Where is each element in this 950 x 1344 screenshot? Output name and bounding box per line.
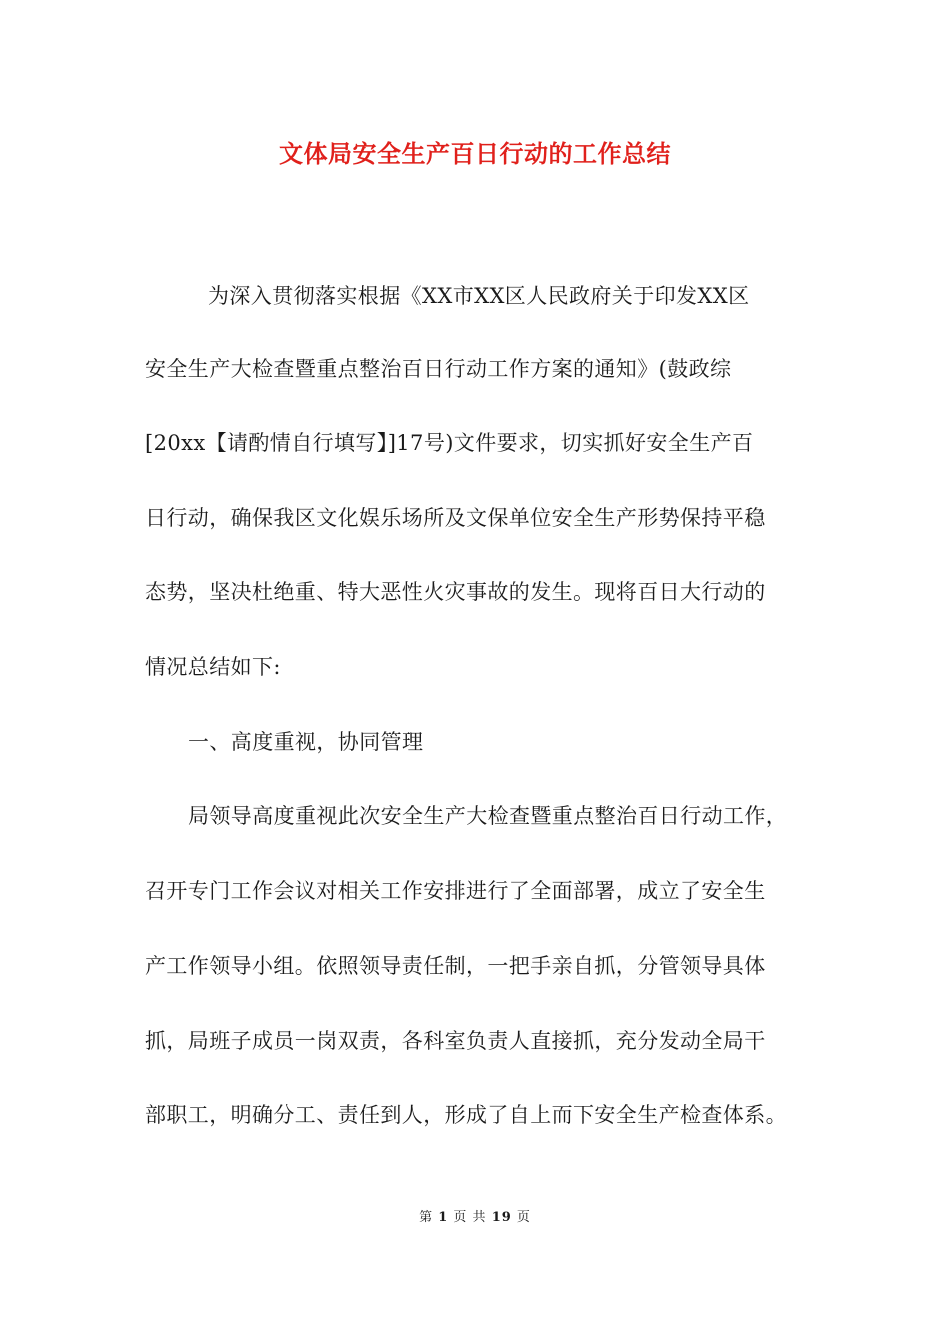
footer-suffix: 页 [516, 1210, 531, 1225]
paragraph-2-line-2: 召开专门工作会议对相关工作安排进行了全面部署，成立了安全生 [145, 879, 766, 903]
document-title: 文体局安全生产百日行动的工作总结 [279, 140, 671, 168]
paragraph-1-line-1: 为深入贯彻落实根据《XX市XX区人民政府关于印发XX区 [208, 284, 750, 308]
paragraph-1-line-5: 态势，坚决杜绝重、特大恶性火灾事故的发生。现将百日大行动的 [145, 580, 766, 604]
paragraph-1-line-2: 安全生产大检查暨重点整治百日行动工作方案的通知》(鼓政综 [145, 357, 732, 381]
paragraph-1-line-3: [20xx【请酌情自行填写】]17号)文件要求，切实抓好安全生产百 [145, 431, 754, 455]
footer-page-total: 19 [491, 1210, 512, 1225]
footer-page-current: 1 [438, 1210, 449, 1225]
paragraph-2-line-1: 局领导高度重视此次安全生产大检查暨重点整治百日行动工作， [188, 804, 788, 828]
footer-middle: 页 共 [453, 1210, 487, 1225]
section-1-heading: 一、高度重视，协同管理 [188, 730, 424, 754]
footer-prefix: 第 [419, 1210, 434, 1225]
paragraph-1-line-4: 日行动，确保我区文化娱乐场所及文保单位安全生产形势保持平稳 [145, 506, 766, 530]
page-footer [0, 1208, 950, 1228]
paragraph-2-line-5: 部职工，明确分工、责任到人，形成了自上而下安全生产检查体系。 [145, 1103, 787, 1127]
paragraph-2-line-3: 产工作领导小组。依照领导责任制，一把手亲自抓，分管领导具体 [145, 954, 766, 978]
paragraph-1-line-6: 情况总结如下: [145, 655, 281, 679]
paragraph-2-line-4: 抓，局班子成员一岗双责，各科室负责人直接抓，充分发动全局干 [145, 1029, 766, 1053]
